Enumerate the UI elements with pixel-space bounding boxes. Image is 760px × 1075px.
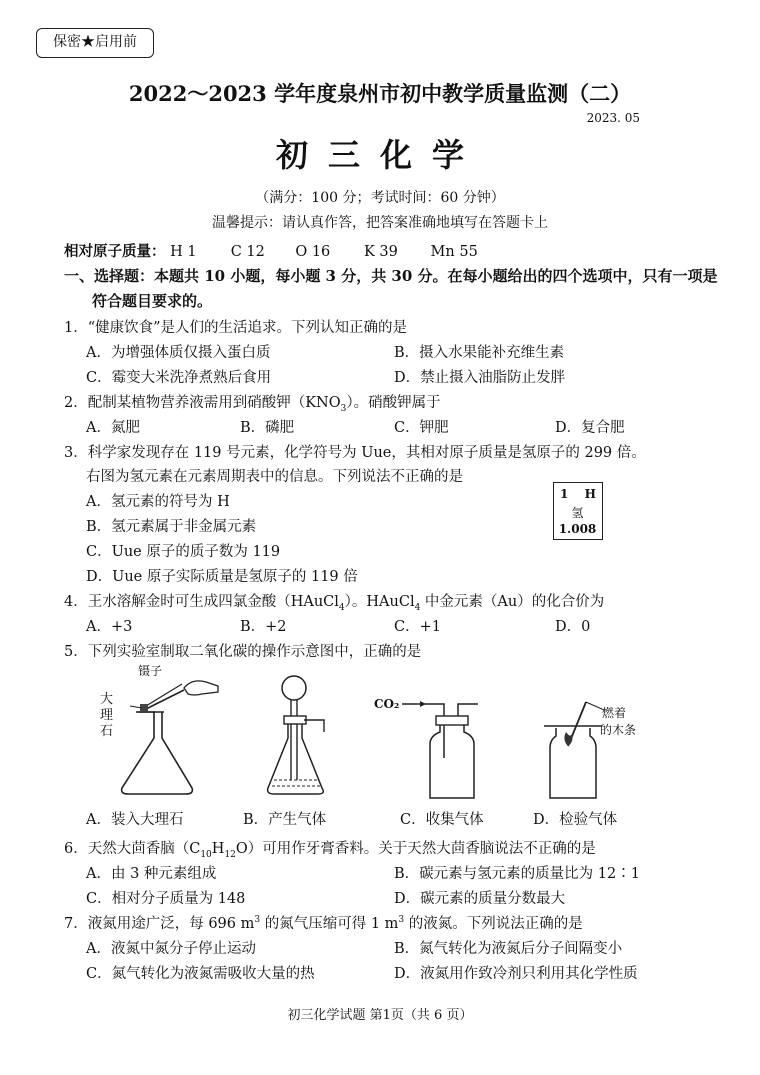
figure-b-generator [262, 672, 342, 798]
q3-option-c: C．Uue 原子的质子数为 119 [86, 544, 281, 560]
figure-a-flask [110, 668, 230, 798]
q6-option-c: C．相对分子质量为 148 [86, 891, 246, 907]
q2-option-d: D．复合肥 [555, 420, 625, 436]
q3-option-a: A．氢元素的符号为 H [86, 494, 230, 510]
q4-option-a: A．+3 [86, 619, 133, 635]
q5-option-c: C．收集气体 [400, 812, 484, 828]
section1-heading-cont: 符合题目要求的。 [92, 292, 213, 310]
q4-option-c: C．+1 [394, 619, 441, 635]
q2-option-b: B．磷肥 [240, 420, 295, 436]
label-marble-3: 石 [100, 724, 114, 739]
figure-d-bottle [540, 694, 610, 804]
q7-option-c: C．氮气转化为液氮需吸收大量的热 [86, 966, 315, 982]
label-tweezers: 镊子 [138, 664, 163, 678]
q5-option-b: B．产生气体 [243, 812, 327, 828]
subject-title: 初三化学 [275, 136, 484, 174]
atomic-mass-k: K 39 [363, 244, 398, 260]
q7-stem: 7．液氮用途广泛，每 696 $m^3$ 的氮气压缩可得 1 $m^3$ 的液氮。下列说法正确的是 [64, 915, 583, 932]
q7-option-a: A．液氮中氮分子停止运动 [86, 941, 256, 957]
q1-option-b: B．摄入水果能补充维生素 [394, 345, 565, 361]
q5-stem: 5．下列实验室制取二氧化碳的操作示意图中，正确的是 [64, 644, 422, 660]
q2-stem: 2．配制某植物营养液需用到硝酸钾$(KNO_3)$。硝酸钾属于 [64, 395, 441, 414]
atomic-mass-c: C 12 [230, 244, 265, 260]
q6-option-b: B．碳元素与氢元素的质量比为 12∶1 [394, 866, 640, 882]
label-marble-2: 理 [100, 708, 114, 723]
q4-option-d: D．0 [555, 619, 591, 635]
score-time: （满分：100 分；考试时间：60 分钟） [255, 190, 505, 206]
q2-option-c: C．钾肥 [394, 420, 449, 436]
label-burning-stick-1: 燃着 [602, 706, 627, 720]
q6-option-d: D．碳元素的质量分数最大 [394, 891, 566, 907]
q4-option-b: B．+2 [240, 619, 287, 635]
q1-option-d: D．禁止摄入油脂防止发胖 [394, 370, 566, 386]
figure-c-gas-bottle [398, 694, 490, 804]
tip: 温馨提示：请认真作答，把答案准确地填写在答题卡上 [212, 215, 548, 231]
q3-stem-2: 右图为氢元素在元素周期表中的信息。下列说法不正确的是 [86, 469, 463, 485]
q3-option-b: B．氢元素属于非金属元素 [86, 519, 257, 535]
q6-stem: 6．天然大茴香脑$(C_{10}H_{12}O)$可用作牙膏香料。关于天然大茴香脑说法不正确的是 [64, 841, 596, 860]
atomic-mass-o: O 16 [295, 244, 331, 260]
section1-heading: 一、选择题：本题共 10 小题，每小题 3 分，共 30 分。在每小题给出的四个选项中，只有一项是 [64, 267, 718, 285]
q4-stem: 4．王水溶解金时可生成四氯金酸（HAuCl$_4$）。HAuCl$_4$ 中金元素（Au）的化合价为 [64, 594, 605, 613]
confidential-stamp: 保密★启用前 [36, 28, 154, 58]
page-footer: 初三化学试题 第1页（共 6 页） [287, 1008, 473, 1023]
q5-option-a: A．装入大理石 [86, 812, 184, 828]
atomic-mass-h: H 1 [170, 244, 197, 260]
q5-option-d: D．检验气体 [533, 812, 618, 828]
q2-option-a: A．氮肥 [86, 420, 140, 436]
exam-date: 2023. 05 [586, 111, 640, 125]
element-mass: 1.008 [558, 522, 597, 536]
q3-stem-1: 3．科学家发现存在 119 号元素，化学符号为 Uue，其相对原子质量是氢原子的 299 倍。 [64, 445, 646, 461]
atomic-mass-label: 相对原子质量： [64, 243, 166, 260]
q1-option-a: A．为增强体质仅摄入蛋白质 [86, 345, 271, 361]
q6-option-a: A．由 3 种元素组成 [86, 866, 217, 882]
label-burning-stick-2: 的木条 [600, 723, 637, 737]
element-symbol: H [584, 487, 596, 501]
q1-option-c: C．霉变大米洗净煮熟后食用 [86, 370, 272, 386]
q7-option-d: D．液氮用作致冷剂只利用其化学性质 [394, 966, 638, 982]
atomic-mass-row [64, 240, 478, 261]
exam-title: 2022～2023 学年度泉州市初中教学质量监测（二） [128, 81, 632, 106]
q3-option-d: D．Uue 原子实际质量是氢原子的 119 倍 [86, 569, 358, 585]
element-name: 氢 [571, 506, 584, 520]
atomic-mass-mn: Mn 55 [430, 244, 478, 260]
hydrogen-element-card [553, 482, 603, 540]
q1-stem: 1．“健康饮食”是人们的生活追求。下列认知正确的是 [64, 320, 408, 336]
label-co2: CO₂ [374, 697, 400, 711]
element-number: 1 [560, 487, 569, 501]
label-marble-1: 大 [100, 692, 114, 707]
q7-option-b: B．氮气转化为液氮后分子间隔变小 [394, 941, 623, 957]
